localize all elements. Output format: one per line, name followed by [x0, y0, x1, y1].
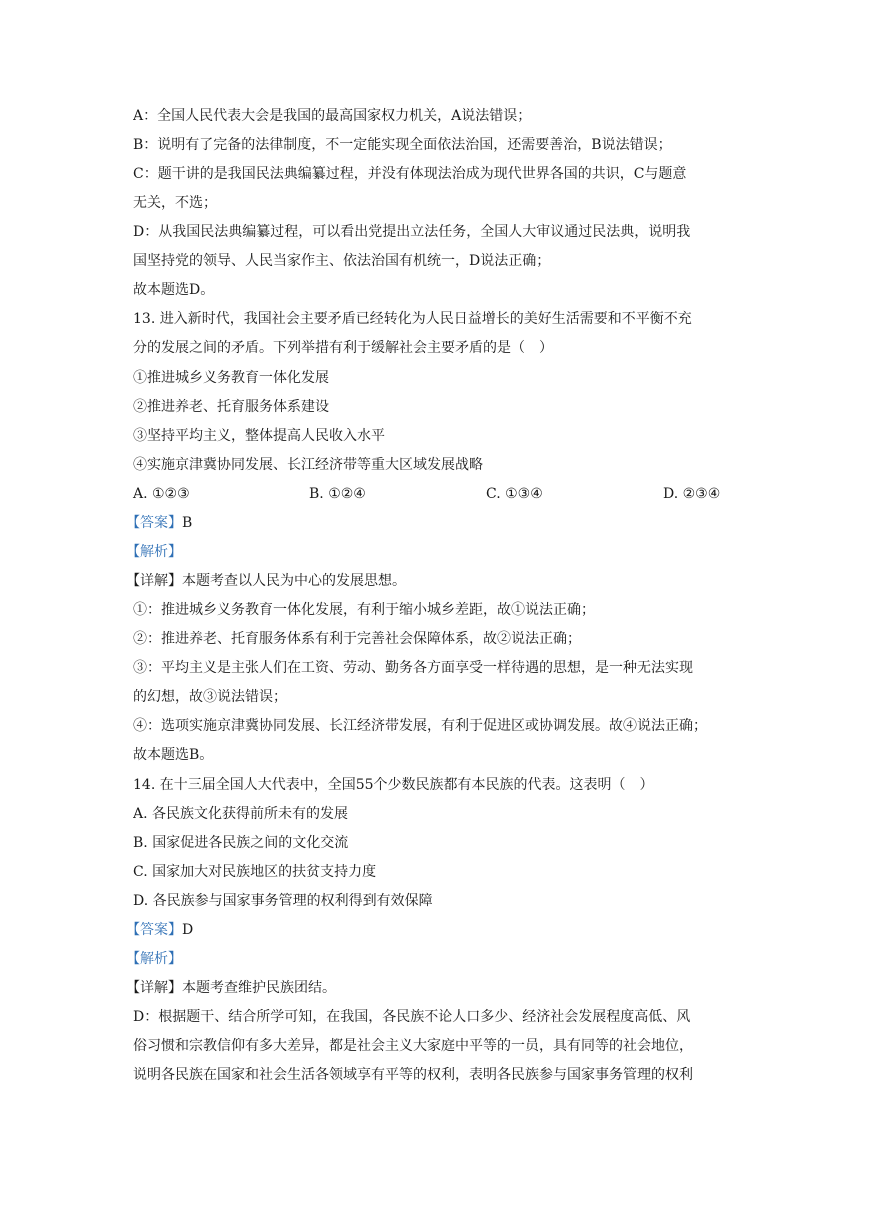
q13-conclusion: 故本题选B。 — [133, 747, 214, 763]
q13-option-b: B. ①②④ — [309, 486, 366, 502]
q13-stem-line2: 分的发展之间的矛盾。下列举措有利于缓解社会主要矛盾的是（ ） — [133, 340, 553, 356]
answer-tag: 【答案】 — [126, 515, 182, 531]
q13-item-2: ②推进养老、托育服务体系建设 — [133, 399, 329, 415]
q14-answer — [126, 920, 736, 940]
q13-option-c: C. ①③④ — [486, 486, 543, 502]
q13-explanation-1: ①：推进城乡义务教育一体化发展，有利于缩小城乡差距，故①说法正确； — [133, 602, 595, 618]
analysis-tag: 【解析】 — [126, 544, 182, 560]
q14-detail — [126, 978, 736, 998]
q13-explanation-2: ②：推进养老、托育服务体系有利于完善社会保障体系，故②说法正确； — [133, 631, 581, 647]
analysis-option-b: B：说明有了完备的法律制度，不一定能实现全面依法治国，还需要善治，B说法错误； — [133, 137, 672, 153]
q13-analysis-heading — [126, 542, 736, 562]
analysis-option-d-line1: D：从我国民法典编纂过程，可以看出党提出立法任务，全国人大审议通过民法典，说明我 — [133, 224, 691, 240]
q14-option-c: C. 国家加大对民族地区的扶贫支持力度 — [133, 864, 377, 880]
q14-stem: 14. 在十三届全国人大代表中，全国55个少数民族都有本民族的代表。这表明（ ） — [133, 777, 654, 793]
q13-answer — [126, 513, 736, 533]
analysis-option-d-line2: 国坚持党的领导、人民当家作主、依法治国有机统一，D说法正确； — [133, 253, 551, 269]
detail-tag: 【详解】 — [126, 980, 182, 996]
detail-text: 本题考查以人民为中心的发展思想。 — [182, 573, 406, 589]
q14-explanation-line2: 俗习惯和宗教信仰有多大差异，都是社会主义大家庭中平等的一员，具有同等的社会地位， — [133, 1038, 693, 1054]
q13-explanation-3-line1: ③：平均主义是主张人们在工资、劳动、勤务各方面享受一样待遇的思想，是一种无法实现 — [133, 660, 693, 676]
q13-option-d: D. ②③④ — [663, 486, 721, 502]
answer-value: B — [182, 515, 193, 531]
analysis-option-c-line1: C：题干讲的是我国民法典编纂过程，并没有体现法治成为现代世界各国的共识，C与题意 — [133, 166, 687, 182]
answer-tag: 【答案】 — [126, 922, 182, 938]
analysis-option-c-line2: 无关，不选； — [133, 195, 217, 211]
detail-tag: 【详解】 — [126, 573, 182, 589]
q14-option-d: D. 各民族参与国家事务管理的权利得到有效保障 — [133, 893, 433, 909]
q14-option-a: A. 各民族文化获得前所未有的发展 — [133, 806, 349, 822]
answer-value: D — [182, 922, 194, 938]
detail-text: 本题考查维护民族团结。 — [182, 980, 336, 996]
q14-explanation-line3: 说明各民族在国家和社会生活各领域享有平等的权利，表明各民族参与国家事务管理的权利 — [133, 1067, 693, 1083]
prev-conclusion: 故本题选D。 — [133, 282, 215, 298]
q14-option-b: B. 国家促进各民族之间的文化交流 — [133, 835, 349, 851]
analysis-tag: 【解析】 — [126, 951, 182, 967]
q13-stem-line1: 13. 进入新时代，我国社会主要矛盾已经转化为人民日益增长的美好生活需要和不平衡不充 — [133, 311, 692, 327]
q14-analysis-heading — [126, 949, 736, 969]
q14-explanation-line1: D：根据题干、结合所学可知，在我国，各民族不论人口多少、经济社会发展程度高低、风 — [133, 1009, 691, 1025]
q13-item-4: ④实施京津冀协同发展、长江经济带等重大区域发展战略 — [133, 457, 483, 473]
q13-item-1: ①推进城乡义务教育一体化发展 — [133, 370, 329, 386]
q13-option-a: A. ①②③ — [133, 486, 190, 502]
q13-detail — [126, 571, 736, 591]
q13-item-3: ③坚持平均主义，整体提高人民收入水平 — [133, 428, 385, 444]
q13-explanation-3-line2: 的幻想，故③说法错误； — [133, 689, 287, 705]
analysis-option-a: A：全国人民代表大会是我国的最高国家权力机关，A说法错误； — [133, 108, 532, 124]
q13-explanation-4: ④：选项实施京津冀协同发展、长江经济带发展，有利于促进区或协调发展。故④说法正确； — [133, 718, 707, 734]
q13-options — [133, 484, 743, 504]
